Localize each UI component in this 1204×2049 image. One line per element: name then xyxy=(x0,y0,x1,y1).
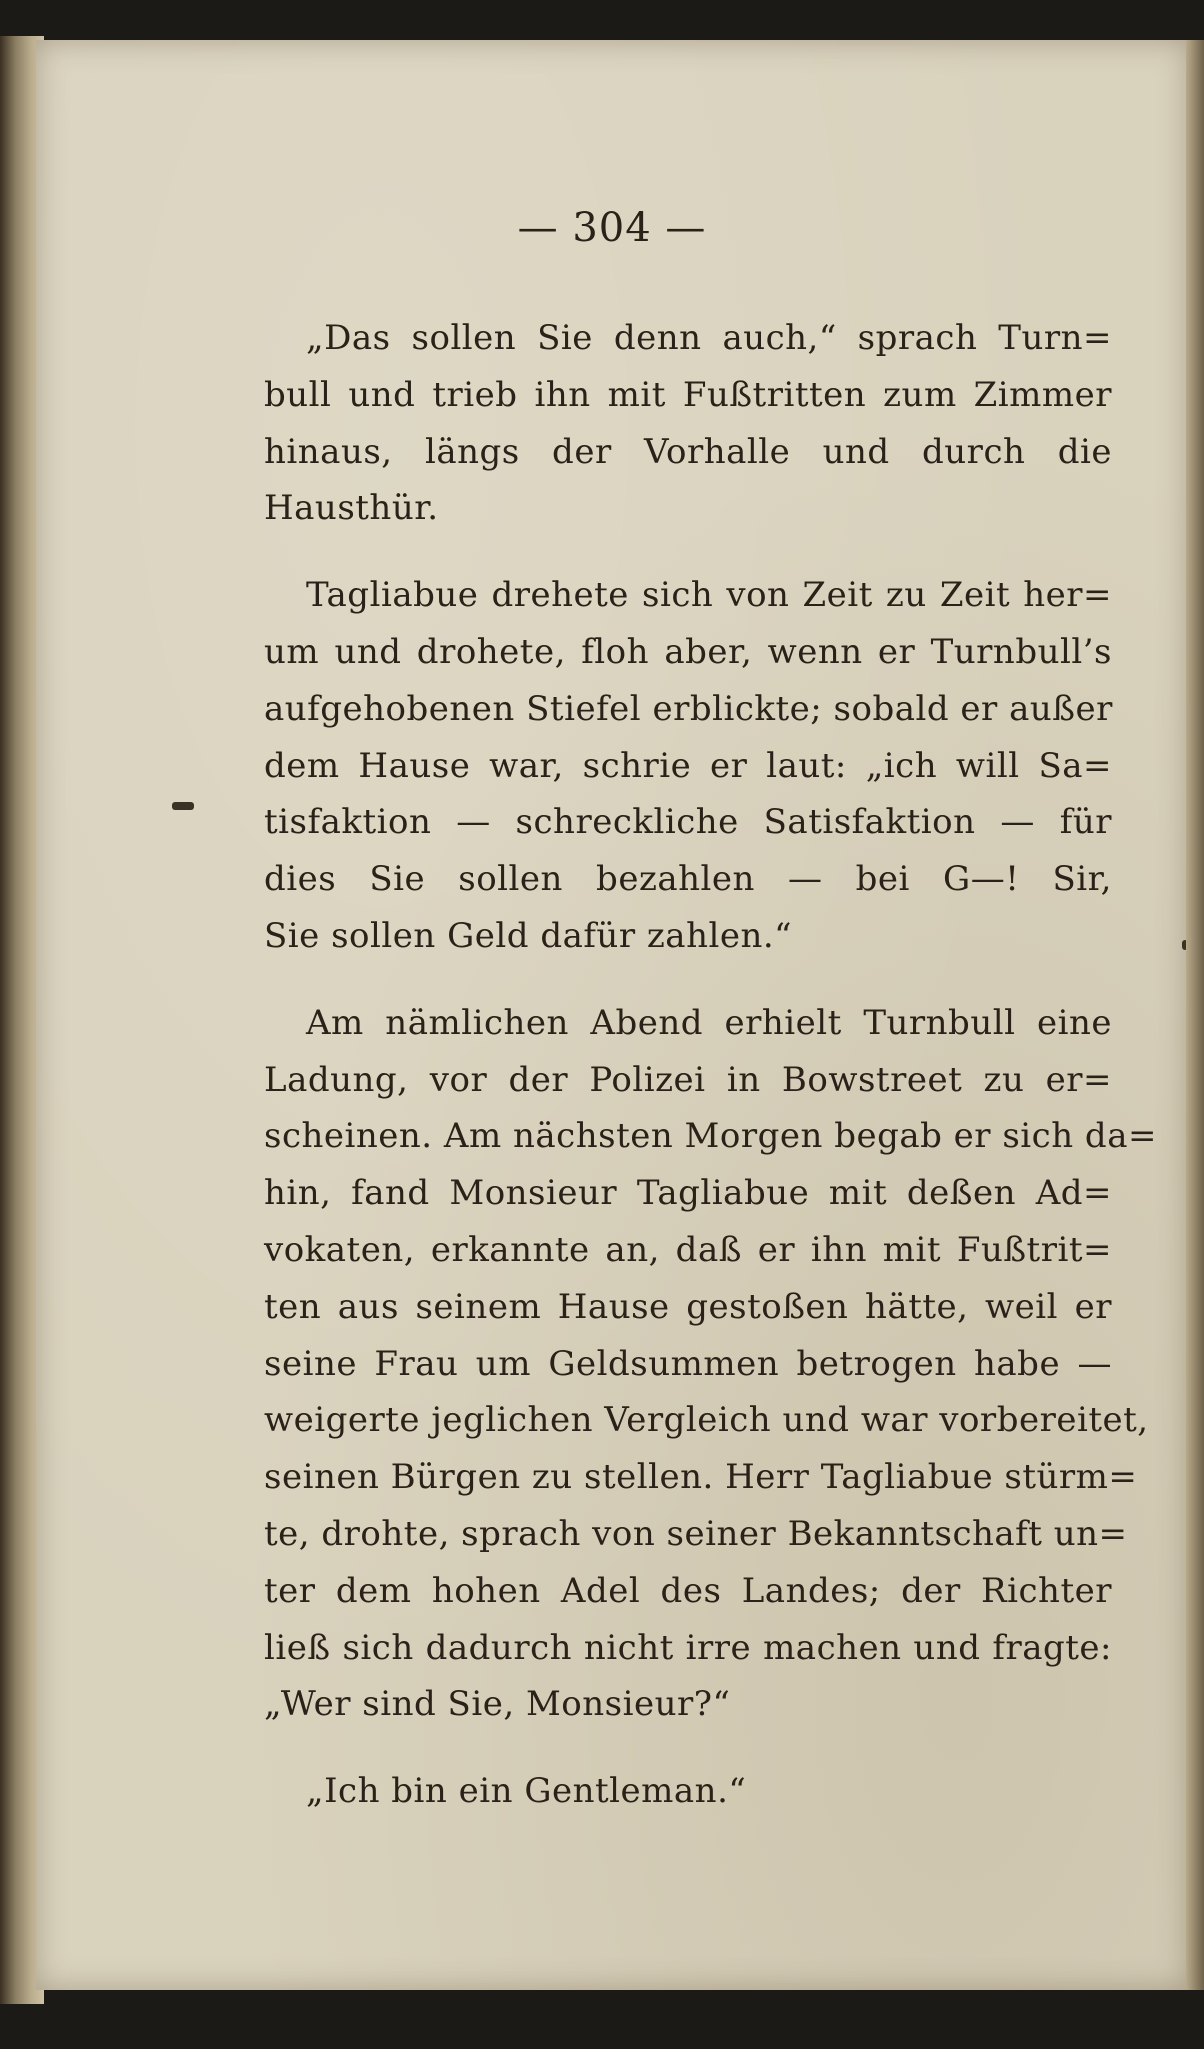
text-line: Sie sollen Geld dafür zahlen.“ xyxy=(264,915,793,956)
text-line: weigerte jeglichen Vergleich und war vorbereitet, xyxy=(264,1400,1149,1441)
text-line: te, drohte, sprach von seiner Bekanntschaft un= xyxy=(264,1513,1128,1554)
text-line: ließ sich dadurch nicht irre machen und fragte: xyxy=(264,1627,1112,1668)
text-line: scheinen. Am nächsten Morgen begab er sich da= xyxy=(264,1116,1157,1157)
ink-mark xyxy=(172,802,194,810)
body-text xyxy=(264,310,1157,1820)
page-edge xyxy=(1186,40,1204,1990)
text-line: Tagliabue drehete sich von Zeit zu Zeit her= xyxy=(306,575,1112,616)
text-line: seinen Bürgen zu stellen. Herr Tagliabue stürm= xyxy=(264,1457,1138,1498)
text-line: dies Sie sollen bezahlen — bei G—! Sir, xyxy=(264,859,1112,900)
text-line: vokaten, erkannte an, daß er ihn mit Fußtrit= xyxy=(264,1229,1112,1270)
text-line: ter dem hohen Adel des Landes; der Richter xyxy=(264,1570,1112,1611)
paragraph-3 xyxy=(264,995,1157,1733)
text-line: aufgehobenen Stiefel erblickte; sobald er außer xyxy=(264,688,1113,729)
text-line: ten aus seinem Hause gestoßen hätte, weil er xyxy=(264,1286,1112,1327)
paragraph-4 xyxy=(264,1763,1112,1820)
text-line: „Ich bin ein Gentleman.“ xyxy=(306,1771,747,1812)
text-line: „Wer sind Sie, Monsieur?“ xyxy=(264,1684,731,1725)
text-line: um und drohete, floh aber, wenn er Turnbull’s xyxy=(264,631,1112,672)
text-line: Ladung, vor der Polizei in Bowstreet zu er= xyxy=(264,1059,1112,1100)
page-sheet xyxy=(36,40,1188,1990)
text-line: dem Hause war, schrie er laut: „ich will Sa= xyxy=(264,745,1112,786)
text-line: tisfaktion — schreckliche Satisfaktion — für xyxy=(264,802,1112,843)
text-line: seine Frau um Geldsummen betrogen habe — xyxy=(264,1343,1112,1384)
paragraph-2 xyxy=(264,567,1112,965)
text-line: „Das sollen Sie denn auch,“ sprach Turn= xyxy=(306,318,1112,358)
text-line: hinaus, längs der Vorhalle und durch die xyxy=(264,431,1112,472)
text-line: Am nämlichen Abend erhielt Turnbull eine xyxy=(306,1002,1112,1043)
text-line: Hausthür. xyxy=(264,488,439,529)
text-line: hin, fand Monsieur Tagliabue mit deßen Ad= xyxy=(264,1173,1112,1214)
page-number: — 304 — xyxy=(517,205,707,251)
paragraph-1 xyxy=(264,310,1112,537)
text-line: bull und trieb ihn mit Fußtritten zum Zimmer xyxy=(264,374,1112,415)
